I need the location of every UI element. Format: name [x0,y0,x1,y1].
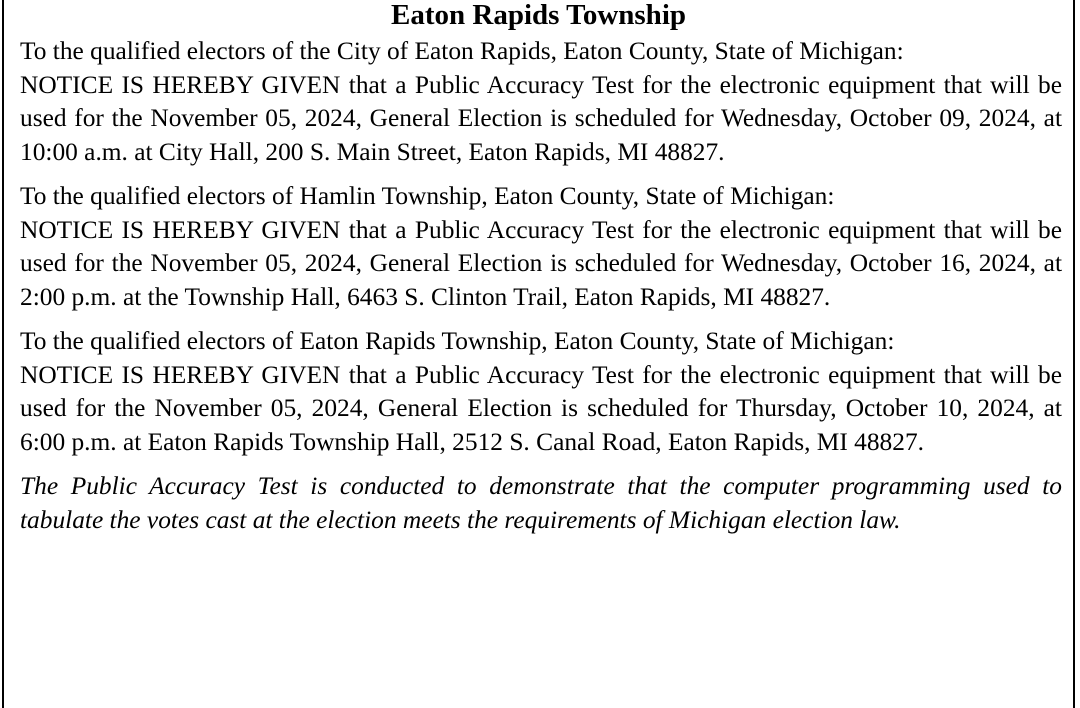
notice-city-of-eaton-rapids [4,35,1073,169]
notice-hamlin-township [4,180,1073,314]
notice-title: Eaton Rapids Township [391,0,686,31]
notice-address: To the qualified electors of the City of Eaton Rapids, Eaton County, State of Michigan: [20,37,904,65]
notice-footer [4,470,1073,537]
notice-address: To the qualified electors of Eaton Rapids Township, Eaton County, State of Michigan: [20,327,895,355]
notice-address: To the qualified electors of Hamlin Township, Eaton County, State of Michigan: [20,182,835,210]
legal-notice [2,0,1075,708]
notice-eaton-rapids-township [4,325,1073,459]
footer-text: The Public Accuracy Test is conducted to demonstrate that the computer programming used to tabulate the votes cast at the election meets the requirements of Michigan election law. [20,472,1062,534]
notice-body: NOTICE IS HEREBY GIVEN that a Public Accuracy Test for the electronic equipment that will be used for the November 05, 2024, General Election is scheduled for Wednesday, October 16, 2024, at 2:00 p.m. at the Township Hall, 6463 S. Clinton Trail, Eaton Rapids, MI 48827. [20,215,1062,311]
notice-body: NOTICE IS HEREBY GIVEN that a Public Accuracy Test for the electronic equipment that will be used for the November 05, 2024, General Election is scheduled for Wednesday, October 09, 2024, at 10:00 a.m. at City Hall, 200 S. Main Street, Eaton Rapids, MI 48827. [20,70,1062,166]
notice-body: NOTICE IS HEREBY GIVEN that a Public Accuracy Test for the electronic equipment that will be used for the November 05, 2024, General Election is scheduled for Thursday, October 10, 2024, at 6:00 p.m. at Eaton Rapids Township Hall, 2512 S. Canal Road, Eaton Rapids, MI 48827. [20,360,1062,456]
